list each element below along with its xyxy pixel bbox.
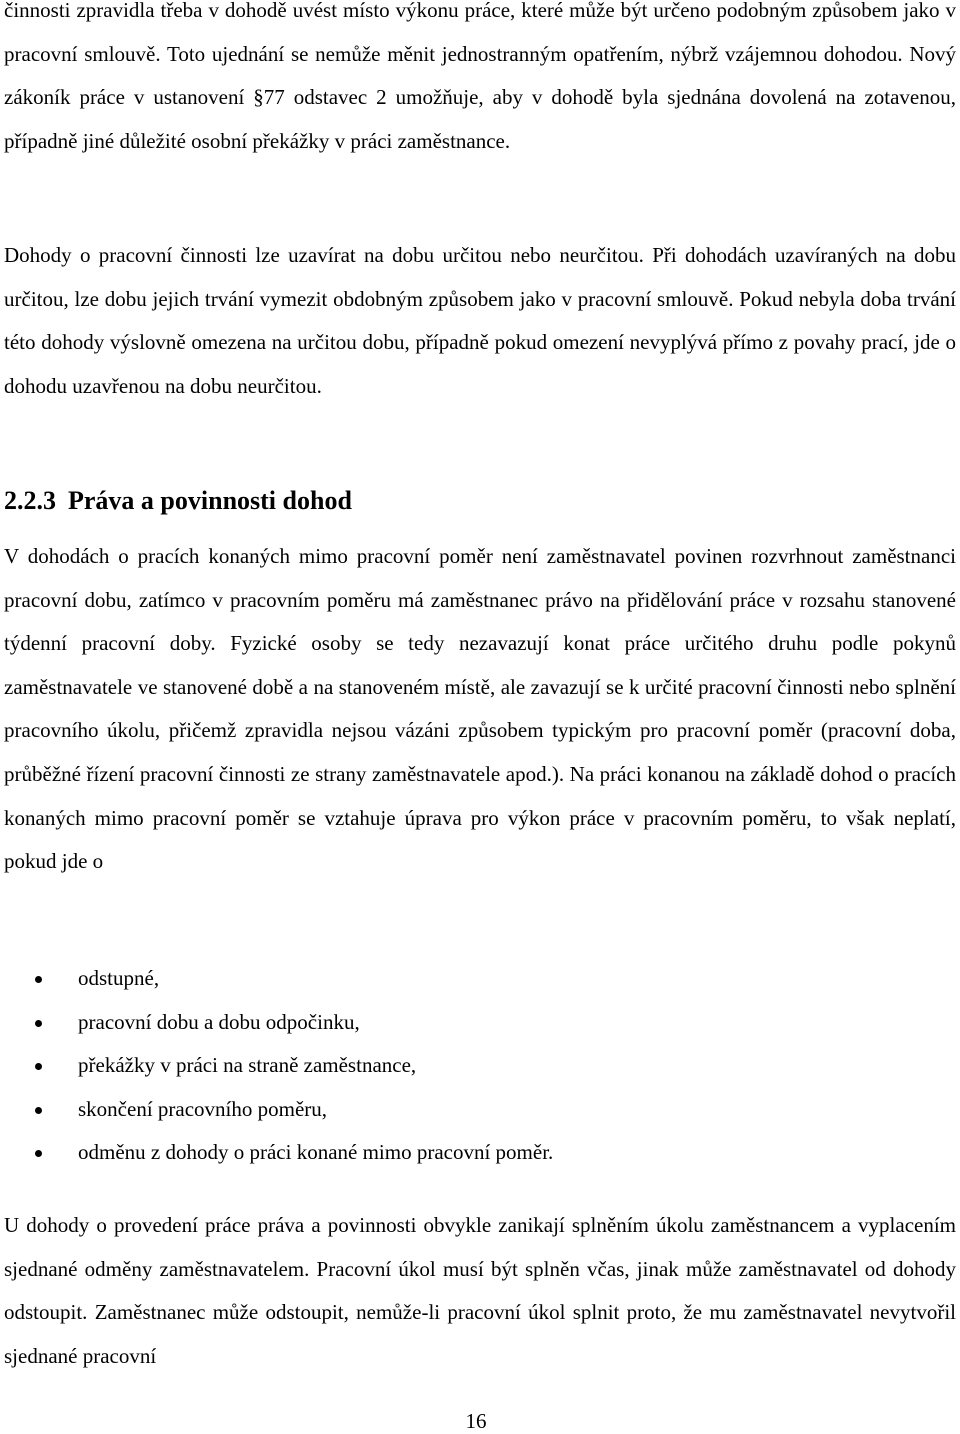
list-item-text: pracovní dobu a dobu odpočinku, [78,1009,360,1034]
list-item-text: odstupné, [78,966,160,990]
bullet-icon [35,1107,42,1114]
bullet-icon [35,976,42,983]
list-item [4,1001,956,1045]
paragraph-agreement-duration: Dohody o pracovní činnosti lze uzavírat na dobu určitou nebo neurčitou. Při dohodách uzavíraných na dobu určitou, lze dobu jejich trvání vymezit obdobným způsobem jako v pracovní smlouvě. Pokud nebyla doba trvání této dohody výslovně omezena na určitou dobu, případně pokud omezení nevyplývá přímo z povahy prací, jde o dohodu uzavřenou na dobu neurčitou. [4,243,956,398]
list-item-text: překážky v práci na straně zaměstnance, [78,1053,417,1078]
bullet-icon [35,1020,42,1027]
list-item [4,1044,956,1088]
list-item [4,1088,956,1132]
bullet-icon [35,1150,42,1157]
list-item [4,1131,956,1175]
list-item-text: skončení pracovního poměru, [78,1096,328,1121]
bullet-icon [35,1063,42,1070]
paragraph-agreement-termination: U dohody o provedení práce práva a povinnosti obvykle zanikají splněním úkolu zaměstnancem a vyplacením sjednané odměny zaměstnavatelem. Pracovní úkol musí být splněn včas, jinak může zaměstnavatel od dohody odstoupit. Zaměstnanec může odstoupit, nemůže-li pracovní úkol splnit proto, že mu zaměstnavatel nevytvořil sjednané pracovní [4,1213,956,1368]
section-heading [4,483,352,519]
paragraph-place-of-work: činnosti zpravidla třeba v dohodě uvést místo výkonu práce, které může být určeno podobným způsobem jako v pracovní smlouvě. Toto ujednání se nemůže měnit jednostranným opatřením, nýbrž vzájemnou dohodou. Nový zákoník práce v ustanovení §77 odstavec 2 umožňuje, aby v dohodě byla sjednána dovolená na zotavenou, případně jiné důležité osobní překážky v práci zaměstnance. [4,0,956,153]
list-item-text: odměnu z dohody o práci konané mimo pracovní poměr. [78,1140,554,1165]
page-number: 16 [465,1409,487,1433]
paragraph-rights-obligations: V dohodách o pracích konaných mimo pracovní poměr není zaměstnavatel povinen rozvrhnout zaměstnanci pracovní dobu, zatímco v pracovním poměru má zaměstnanec právo na přidělování práce v rozsahu stanovené týdenní pracovní doby. Fyzické osoby se tedy nezavazují konat práce určitého druhu podle pokynů zaměstnavatele ve stanovené době a na stanoveném místě, ale zavazují se k určité pracovní činnosti nebo splnění pracovního úkolu, přičemž zpravidla nejsou vázáni způsobem typickým pro pracovní poměr (pracovní doba, průběžné řízení pracovní činnosti ze strany zaměstnavatele apod.). Na práci konanou na základě dohod o pracích konaných mimo pracovní poměr se vztahuje úprava pro výkon práce v pracovním poměru, to však neplatí, pokud jde o [4,544,956,874]
section-title: Práva a povinnosti dohod [68,486,352,515]
bullet-list [4,957,956,1175]
section-number: 2.2.3 [4,486,56,515]
list-item [4,957,956,1001]
